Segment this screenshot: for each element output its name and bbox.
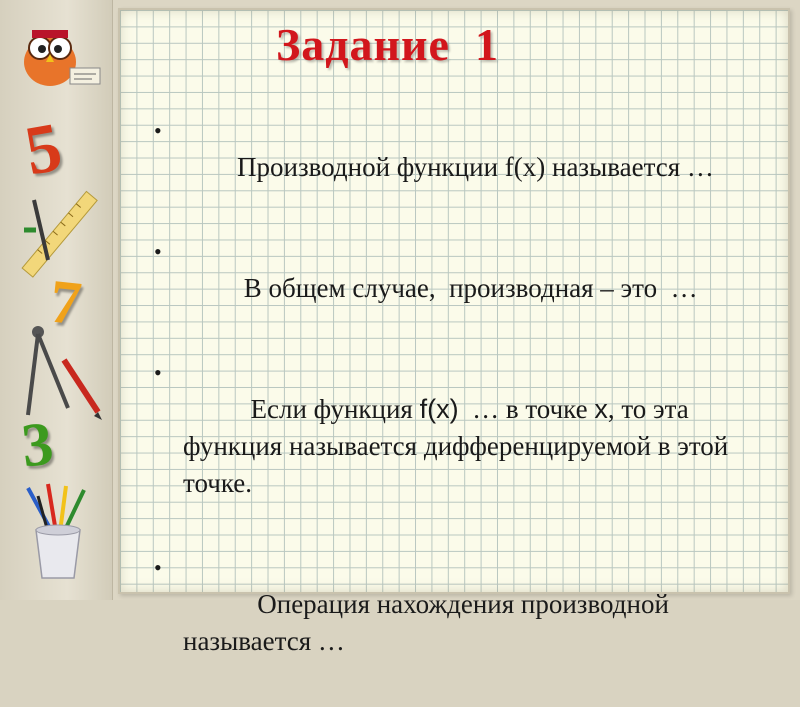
- bullet-text: Если функция: [223, 394, 420, 424]
- bullet-math-x: x: [594, 394, 608, 424]
- slide-title: Задание 1: [276, 19, 499, 70]
- owl-icon: [12, 14, 104, 94]
- bullet-text: Операция нахождения производной называется …: [183, 589, 676, 656]
- bullet-math-fx: f(x): [419, 394, 459, 424]
- list-item: [150, 112, 760, 223]
- digit-3: 3: [18, 409, 57, 481]
- bullet-dot: •: [154, 555, 162, 580]
- pencil-cup-icon: [18, 482, 98, 582]
- digit-5: 5: [19, 108, 68, 191]
- bullet-dot: •: [154, 360, 162, 385]
- list-item: [150, 549, 760, 697]
- bullet-text: В общем случае, производная – это …: [223, 273, 698, 303]
- bullet-text: Производной функции f(x) называется …: [223, 152, 714, 182]
- list-item: [150, 354, 760, 539]
- digit-7: 7: [46, 267, 85, 339]
- bullet-dot: •: [154, 239, 162, 264]
- bullet-dot: •: [154, 118, 162, 143]
- bullet-list: [150, 112, 760, 707]
- bullet-text: … в точке: [458, 394, 595, 424]
- bullet-text: , то эта функция называется дифференцируемой в этой точке.: [183, 394, 735, 498]
- decorative-strip: [0, 0, 113, 600]
- list-item: [150, 233, 760, 344]
